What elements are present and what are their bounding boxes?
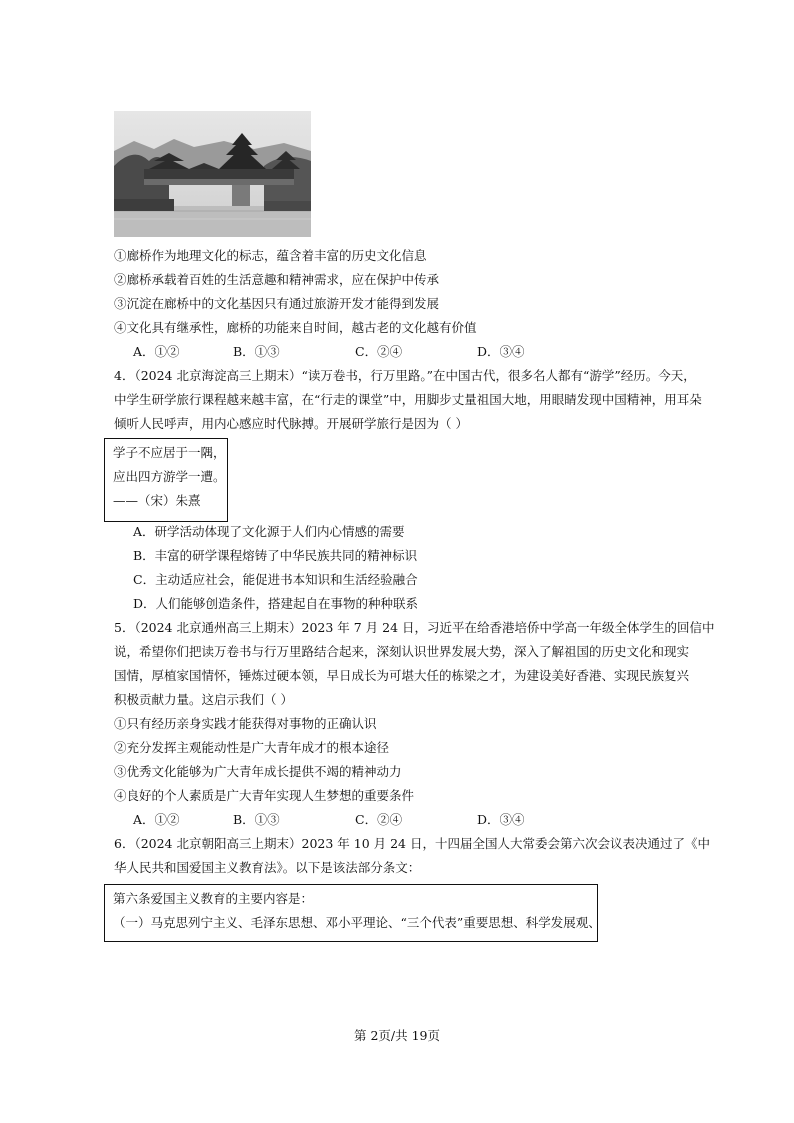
q4-option-a[interactable]: A．研学活动体现了文化源于人们内心情感的需要 [133,524,405,539]
q3-option-b[interactable]: B．①③ [233,344,280,359]
q5-stem-line-4: 积极贡献力量。这启示我们（ ） [114,692,293,707]
q6-box-line-1: 第六条爱国主义教育的主要内容是： [113,891,314,906]
q3-option-d[interactable]: D．③④ [477,344,525,359]
q3-statement-4: ④文化具有继承性，廊桥的功能来自时间，越古老的文化越有价值 [114,320,477,335]
q5-statement-2: ②充分发挥主观能动性是广大青年成才的根本途径 [114,740,390,755]
q5-stem-line-2: 说，希望你们把读万卷书与行万里路结合起来，深刻认识世界发展大势，深入了解祖国的历史文化和现实 [114,644,690,659]
q5-option-b[interactable]: B．①③ [233,812,280,827]
q5-option-d[interactable]: D．③④ [477,812,525,827]
q4-quote-line-2: 应出四方游学一遭。 [113,469,226,484]
q6-stem-line-2: 华人民共和国爱国主义教育法》。以下是该法部分条文： [114,860,421,875]
q6-stem-line-1: 6．（2024 北京朝阳高三上期末）2023 年 10 月 24 日，十四届全国人大常委会第六次会议表决通过了《中 [114,836,710,851]
q3-statement-1: ①廊桥作为地理文化的标志，蕴含着丰富的历史文化信息 [114,248,427,263]
q5-option-c[interactable]: C．②④ [355,812,403,827]
covered-bridge-photo [114,111,311,237]
q4-stem-line-1: 4．（2024 北京海淀高三上期末）“读万卷书，行万里路。”在中国古代，很多名人都有“游学”经历。今天， [114,368,696,383]
q4-quote-box [104,438,228,522]
page-footer: 第 2页/共 19页 [353,1028,441,1043]
q5-statement-4: ④良好的个人素质是广大青年实现人生梦想的重要条件 [114,788,415,803]
q5-stem-line-1: 5．（2024 北京通州高三上期末）2023 年 7 月 24 日，习近平在给香港培侨中学高一年级全体学生的回信中 [114,620,715,635]
q4-stem-line-2: 中学生研学旅行课程越来越丰富，在“行走的课堂”中，用脚步丈量祖国大地，用眼睛发现中国精神，用耳朵 [114,392,702,407]
q5-statement-3: ③优秀文化能够为广大青年成长提供不竭的精神动力 [114,764,402,779]
q4-quote-line-3: ——（宋）朱熹 [113,493,201,508]
q6-law-excerpt-box [104,884,601,942]
q5-stem-line-3: 国情，厚植家国情怀，锤炼过硬本领，早日成长为可堪大任的栋梁之才，为建设美好香港、实现民族复兴 [114,668,690,683]
q5-option-a[interactable]: A．①② [133,812,180,827]
q4-stem-line-3: 倾听人民呼声，用内心感应时代脉搏。开展研学旅行是因为（ ） [114,416,468,431]
q3-option-a[interactable]: A．①② [133,344,180,359]
q4-option-c[interactable]: C．主动适应社会，能促进书本知识和生活经验融合 [133,572,418,587]
q5-statement-1: ①只有经历亲身实践才能获得对事物的正确认识 [114,716,377,731]
q4-quote-line-1: 学子不应居于一隅， [113,445,226,460]
q4-option-d[interactable]: D．人们能够创造条件，搭建起自在事物的种种联系 [133,596,419,611]
q3-statement-2: ②廊桥承载着百姓的生活意趣和精神需求，应在保护中传承 [114,272,440,287]
q4-option-b[interactable]: B．丰富的研学课程熔铸了中华民族共同的精神标识 [133,548,418,563]
q6-box-line-2: （一）马克思列宁主义、毛泽东思想、邓小平理论、“三个代表”重要思想、科学发展观、 [113,915,601,930]
q3-option-c[interactable]: C．②④ [355,344,403,359]
q3-statement-3: ③沉淀在廊桥中的文化基因只有通过旅游开发才能得到发展 [114,296,440,311]
